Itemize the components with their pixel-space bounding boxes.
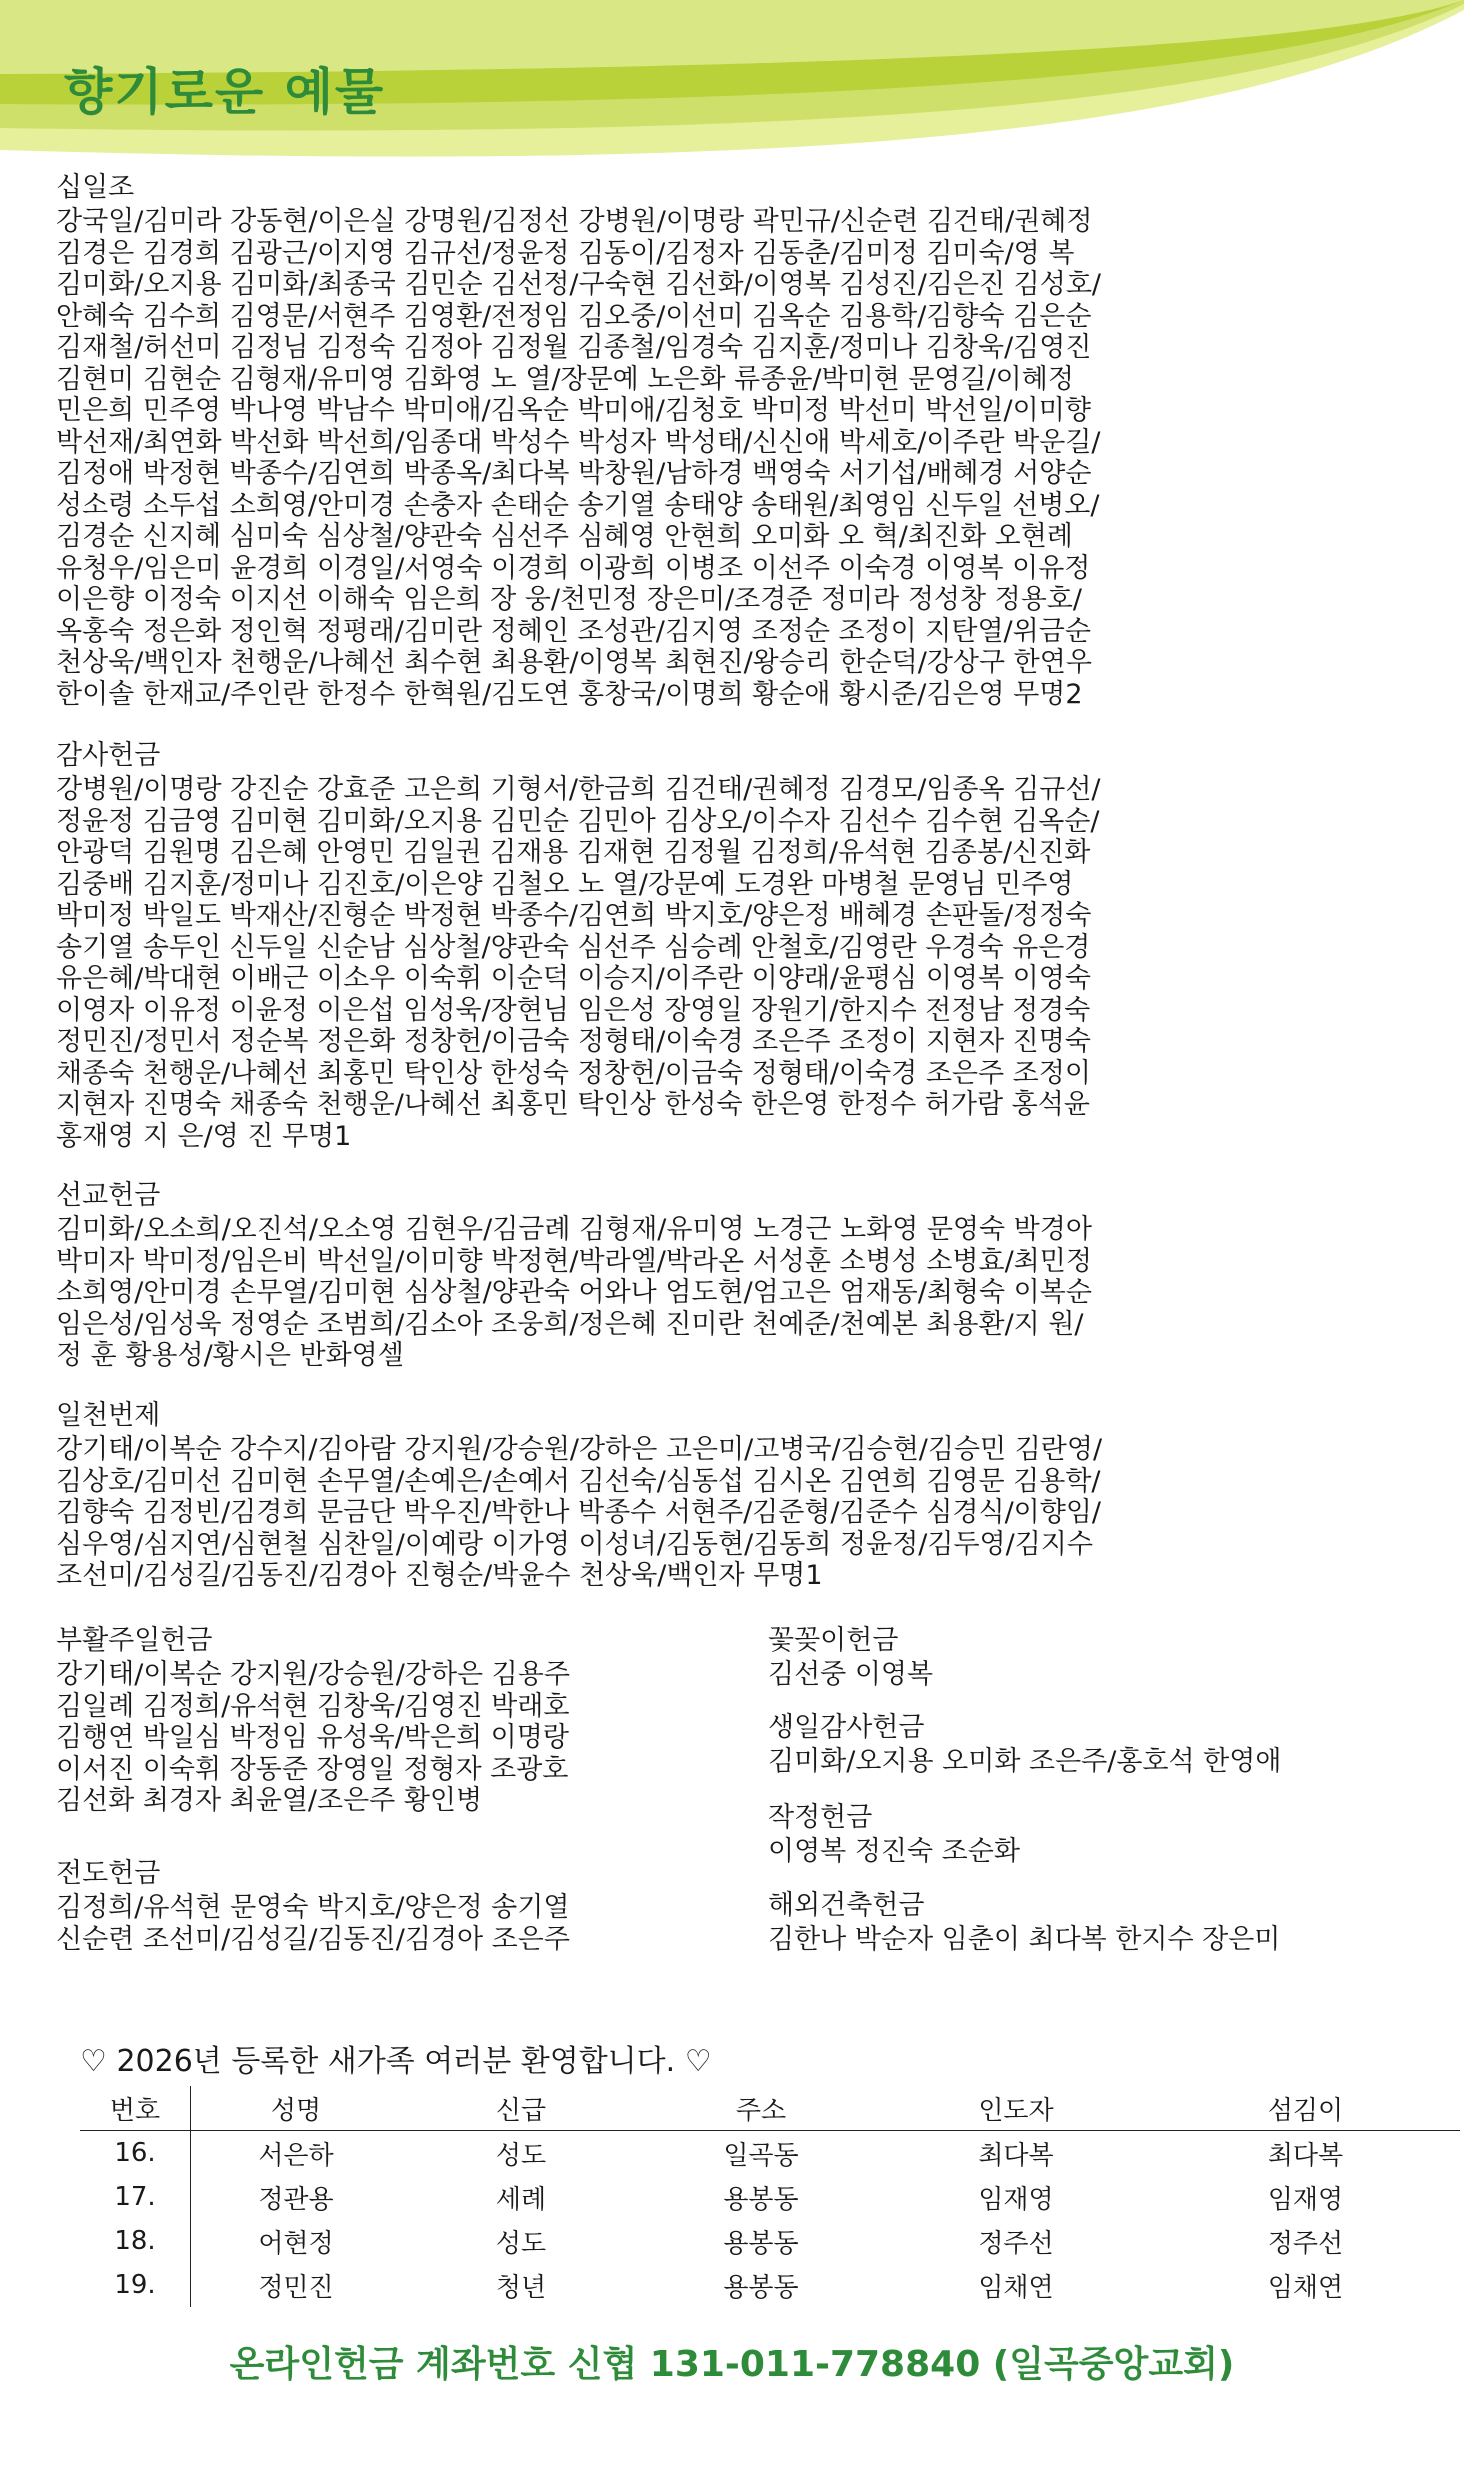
cell-address: 용봉동 bbox=[723, 2228, 799, 2259]
cell-guide: 임재영 bbox=[978, 2184, 1054, 2215]
table-row bbox=[80, 2175, 1460, 2219]
cell-guide: 정주선 bbox=[978, 2228, 1054, 2259]
section-easter bbox=[56, 1625, 756, 1817]
donor-list: 김미화/오소희/오진석/오소영 김현우/김금례 김형재/유미영 노경근 노화영 문영숙 박경아 박미자 박미정/임은비 박선일/이미향 박정현/박라엘/박라온 서성훈 소병성 소병효/최민정 소희영/안미경 손무열/김미현 심상철/양관숙 어와나 엄도현/엄고은 엄재동/최형숙 이복순 임은성/임성욱 정영순 조범희/김소아 조웅희/정은혜 진미란 천예준/천예본 최용환/지 원/ 정 훈 황용성/황시은 반화영셀 bbox=[56, 1214, 1092, 1371]
section-overseas bbox=[768, 1890, 1448, 1956]
cell-name: 서은하 bbox=[258, 2140, 334, 2171]
cell-faith-level: 청년 bbox=[495, 2272, 547, 2303]
section-resolution bbox=[768, 1802, 1448, 1868]
section-heading: 감사헌금 bbox=[56, 740, 161, 771]
cell-guide: 임채연 bbox=[978, 2272, 1054, 2303]
donor-list: 김선중 이영복 bbox=[768, 1659, 934, 1690]
welcome-message bbox=[80, 2036, 712, 2080]
donor-list: 이영복 정진숙 조순화 bbox=[768, 1836, 1020, 1867]
cell-caretaker: 정주선 bbox=[1267, 2228, 1344, 2259]
welcome-text: 2026년 등록한 새가족 여러분 환영합니다. bbox=[116, 2044, 676, 2079]
section-heading: 일천번제 bbox=[56, 1400, 161, 1431]
section-heading: 십일조 bbox=[56, 172, 135, 203]
table-row bbox=[80, 2263, 1460, 2307]
section-evangelism bbox=[56, 1858, 756, 1955]
section-heading: 꽃꽂이헌금 bbox=[768, 1625, 899, 1656]
donor-list: 김한나 박순자 임춘이 최다복 한지수 장은미 bbox=[768, 1924, 1281, 1955]
cell-number: 16. bbox=[80, 2131, 191, 2176]
cell-name: 어현정 bbox=[258, 2228, 334, 2259]
heart-icon: ♡ bbox=[80, 2044, 107, 2079]
cell-address: 일곡동 bbox=[723, 2140, 799, 2171]
donor-list: 강병원/이명랑 강진순 강효준 고은희 기형서/한금희 김건태/권혜정 김경모/임종옥 김규선/ 정윤정 김금영 김미현 김미화/오지용 김민순 김민아 김상오/이수자 김선수 김수현 김옥순/ 안광덕 김원명 김은혜 안영민 김일권 김재용 김재현 김정월 김정희/유석현 김종봉/신진화 김중배 김지훈/정미나 김진호/이은양 김철오 노 열/강문예 도경완 마병철 문영님 민주영 박미정 박일도 박재산/진형순 박정현 박종수/김연희 박지호/양은정 배혜경 손판돌/정정숙 송기열 송두인 신두일 신순남 심상철/양관숙 심선주 심승례 안철호/김영란 우경숙 유은경 유은혜/박대현 이배근 이소우 이숙휘 이순덕 이승지/이주란 이양래/윤평심 이영복 이영숙 이영자 이유정 이윤정 이은섭 임성욱/장현님 임은성 장영일 장원기/한지수 전정남 정경숙 정민진/정민서 정순복 정은화 정창헌/이금숙 정형태/이숙경 조은주 조정이 지현자 진명숙 채종숙 천행운/나혜선 최홍민 탁인상 한성숙 정창헌/이금숙 정형태/이숙경 조은주 조정이 지현자 진명숙 채종숙 천행운/나혜선 최홍민 탁인상 한성숙 한은영 한정수 허가람 홍석윤 홍재영 지 은/영 진 무명1 bbox=[56, 774, 1101, 1152]
column-header-guide: 인도자 bbox=[881, 2086, 1151, 2131]
section-mission bbox=[56, 1180, 1426, 1372]
cell-guide: 최다복 bbox=[978, 2140, 1054, 2171]
section-heading: 선교헌금 bbox=[56, 1180, 161, 1211]
donor-list: 강기태/이복순 강수지/김아람 강지원/강승원/강하은 고은미/고병국/김승현/김승민 김란영/ 김상호/김미선 김미현 손무열/손예은/손예서 김선숙/심동섭 김시온 김연희 김영문 김용학/ 김향숙 김정빈/김경희 문금단 박우진/박한나 박종수 서현주/김준형/김준수 심경식/이향임/ 심우영/심지연/심현철 심찬일/이예랑 이가영 이성녀/김동현/김동희 정윤정/김두영/김지수 조선미/김성길/김동진/김경아 진형순/박윤수 천상욱/백인자 무명1 bbox=[56, 1434, 1103, 1591]
page-title: 향기로운 예물 bbox=[64, 63, 386, 121]
cell-name: 정민진 bbox=[258, 2272, 334, 2303]
column-header-number: 번호 bbox=[80, 2086, 191, 2131]
table-row bbox=[80, 2219, 1460, 2263]
section-flower bbox=[768, 1625, 1448, 1691]
section-thousand-offering bbox=[56, 1400, 1426, 1592]
newcomer-table bbox=[80, 2086, 1460, 2307]
column-header-caretaker: 섬김이 bbox=[1151, 2086, 1460, 2131]
column-header-name: 성명 bbox=[191, 2086, 402, 2131]
section-heading: 생일감사헌금 bbox=[768, 1712, 925, 1743]
section-thanks bbox=[56, 740, 1426, 1152]
donor-list: 강국일/김미라 강동현/이은실 강명원/김정선 강병원/이명랑 곽민규/신순련 김건태/권혜정 김경은 김경희 김광근/이지영 김규선/정윤정 김동이/김정자 김동춘/김미정 김미숙/영 복 김미화/오지용 김미화/최종국 김민순 김선정/구숙현 김선화/이영복 김성진/김은진 김성호/ 안혜숙 김수희 김영문/서현주 김영환/전정임 김오중/이선미 김옥순 김용학/김향숙 김은순 김재철/허선미 김정님 김정숙 김정아 김정월 김종철/임경숙 김지훈/정미나 김창욱/김영진 김현미 김현순 김형재/유미영 김화영 노 열/장문예 노은화 류종윤/박미현 문영길/이혜정 민은희 민주영 박나영 박남수 박미애/김옥순 박미애/김청호 박미정 박선미 박선일/이미향 박선재/최연화 박선화 박선희/임종대 박성수 박성자 박성태/신신애 박세호/이주란 박운길/ 김정애 박정현 박종수/김연희 박종옥/최다복 박창원/남하경 백영숙 서기섭/배혜경 서양순 성소령 소두섭 소희영/안미경 손충자 손태순 송기열 송태양 송태원/최영임 신두일 선병오/ 김경순 신지혜 심미숙 심상철/양관숙 심선주 심혜영 안현희 오미화 오 혁/최진화 오현례 유청우/임은미 윤경희 이경일/서영숙 이경희 이광희 이병조 이선주 이숙경 이영복 이유정 이은향 이정숙 이지선 이해숙 임은희 장 웅/천민정 장은미/조경준 정미라 정성창 정용호/ 옥홍숙 정은화 정인혁 정평래/김미란 정혜인 조성관/김지영 조정순 조정이 지탄열/위금순 천상욱/백인자 천행운/나혜선 최수현 최용환/이영복 최현진/왕승리 한순덕/강상구 한연우 한이솔 한재교/주인란 한정수 한혁원/김도연 홍창국/이명희 황순애 황시준/김은영 무명2 bbox=[56, 206, 1102, 710]
cell-number: 17. bbox=[80, 2175, 191, 2219]
cell-faith-level: 성도 bbox=[495, 2140, 547, 2171]
cell-number: 18. bbox=[80, 2219, 191, 2263]
heart-icon: ♡ bbox=[684, 2044, 712, 2079]
cell-caretaker: 최다복 bbox=[1267, 2140, 1344, 2171]
cell-address: 용봉동 bbox=[723, 2184, 799, 2215]
section-heading: 해외건축헌금 bbox=[768, 1890, 925, 1921]
cell-caretaker: 임재영 bbox=[1267, 2184, 1344, 2215]
donor-list: 김정희/유석현 문영숙 박지호/양은정 송기열 신순련 조선미/김성길/김동진/김경아 조은주 bbox=[56, 1892, 570, 1955]
section-birthday bbox=[768, 1712, 1448, 1778]
donor-list: 강기태/이복순 강지원/강승원/강하은 김용주 김일례 김정희/유석현 김창욱/김영진 박래호 김행연 박일심 박정임 유성욱/박은희 이명랑 이서진 이숙휘 장동준 장영일 정형자 조광호 김선화 최경자 최윤열/조은주 황인병 bbox=[56, 1659, 570, 1816]
section-heading: 부활주일헌금 bbox=[56, 1625, 213, 1656]
donor-list: 김미화/오지용 오미화 조은주/홍호석 한영애 bbox=[768, 1746, 1282, 1777]
online-offering-account: 온라인헌금 계좌번호 신협 131-011-778840 (일곡중앙교회) bbox=[229, 2344, 1235, 2385]
column-header-address: 주소 bbox=[641, 2086, 881, 2131]
cell-faith-level: 세례 bbox=[495, 2184, 547, 2215]
cell-name: 정관용 bbox=[258, 2184, 334, 2215]
cell-caretaker: 임채연 bbox=[1267, 2272, 1344, 2303]
table-header-row bbox=[80, 2086, 1460, 2131]
cell-address: 용봉동 bbox=[723, 2272, 799, 2303]
section-heading: 전도헌금 bbox=[56, 1858, 161, 1889]
section-tithe bbox=[56, 172, 1426, 710]
section-heading: 작정헌금 bbox=[768, 1802, 873, 1833]
table-row bbox=[80, 2131, 1460, 2176]
column-header-faith-level: 신급 bbox=[401, 2086, 641, 2131]
cell-faith-level: 성도 bbox=[495, 2228, 547, 2259]
cell-number: 19. bbox=[80, 2263, 191, 2307]
